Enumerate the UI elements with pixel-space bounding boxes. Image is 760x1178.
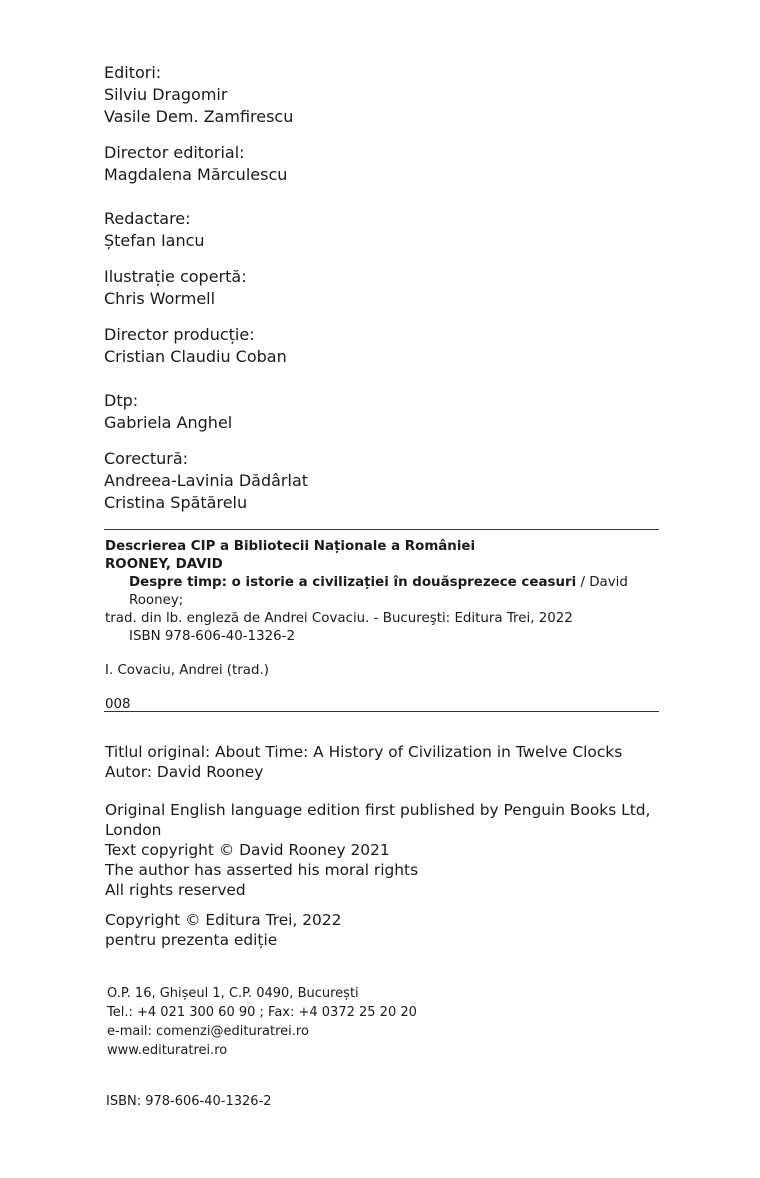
copyright-note: pentru prezenta ediție xyxy=(105,931,278,949)
original-title: Titlul original: About Time: A History of Civilization in Twelve Clocks xyxy=(105,743,623,761)
credit-role: Director producție: xyxy=(104,325,255,344)
credit-role: Dtp: xyxy=(104,391,139,410)
credit-name: Cristina Spătărelu xyxy=(104,493,248,512)
divider-top xyxy=(104,529,659,530)
original-author: Autor: David Rooney xyxy=(105,763,264,781)
cip-title: Despre timp: o istorie a civilizației în douăsprezece ceasuri xyxy=(129,575,577,590)
cip-description xyxy=(105,538,665,714)
credit-name: Andreea-Lavinia Dădârlat xyxy=(104,471,309,490)
credit-name: Gabriela Anghel xyxy=(104,413,233,432)
credit-production-director xyxy=(104,324,287,368)
cip-heading: Descrierea CIP a Bibliotecii Naționale a României xyxy=(105,539,476,554)
original-edition-info xyxy=(105,742,685,950)
credit-name: Ștefan Iancu xyxy=(104,231,205,250)
rights-reserved: All rights reserved xyxy=(105,881,246,899)
credit-editors xyxy=(104,62,293,128)
cip-translation: trad. din lb. engleză de Andrei Covaciu. - Bucureşti: Editura Trei, 2022 xyxy=(105,611,573,626)
credit-name: Chris Wormell xyxy=(104,289,216,308)
credit-name: Cristian Claudiu Coban xyxy=(104,347,287,366)
credit-role: Ilustrație copertă: xyxy=(104,267,247,286)
cip-contributor: I. Covaciu, Andrei (trad.) xyxy=(105,663,269,678)
credit-proofreading xyxy=(104,448,308,514)
credit-role: Corectură: xyxy=(104,449,189,468)
publisher-phone-fax: Tel.: +4 021 300 60 90 ; Fax: +4 0372 25 20 20 xyxy=(107,1005,417,1020)
cip-title-line xyxy=(105,574,665,610)
cip-author: ROONEY, DAVID xyxy=(105,557,223,572)
edition-line-1: Original English language edition first published by Penguin Books Ltd, xyxy=(105,801,651,819)
moral-rights: The author has asserted his moral rights xyxy=(105,861,419,879)
credit-name: Vasile Dem. Zamfirescu xyxy=(104,107,294,126)
credit-name: Magdalena Mărculescu xyxy=(104,165,288,184)
credit-dtp xyxy=(104,390,232,434)
credit-role: Editori: xyxy=(104,63,162,82)
edition-line-2: London xyxy=(105,821,162,839)
credit-editorial-director xyxy=(104,142,287,186)
publisher-copyright: Copyright © Editura Trei, 2022 xyxy=(105,911,342,929)
credit-role: Director editorial: xyxy=(104,143,245,162)
cip-classification: 008 xyxy=(105,697,131,712)
publisher-email: e-mail: comenzi@edituratrei.ro xyxy=(107,1024,309,1039)
publisher-contact xyxy=(107,984,417,1060)
text-copyright: Text copyright © David Rooney 2021 xyxy=(105,841,390,859)
publisher-website: www.edituratrei.ro xyxy=(107,1043,228,1058)
credit-editing xyxy=(104,208,205,252)
cip-isbn: ISBN 978-606-40-1326-2 xyxy=(129,629,295,644)
credit-cover-illustration xyxy=(104,266,247,310)
cip-title-rest: / David Rooney; xyxy=(129,575,628,608)
publisher-address: O.P. 16, Ghișeul 1, C.P. 0490, București xyxy=(107,986,359,1001)
credit-role: Redactare: xyxy=(104,209,191,228)
credit-name: Silviu Dragomir xyxy=(104,85,228,104)
isbn-footer: ISBN: 978-606-40-1326-2 xyxy=(106,1094,272,1109)
divider-bottom xyxy=(104,711,659,712)
